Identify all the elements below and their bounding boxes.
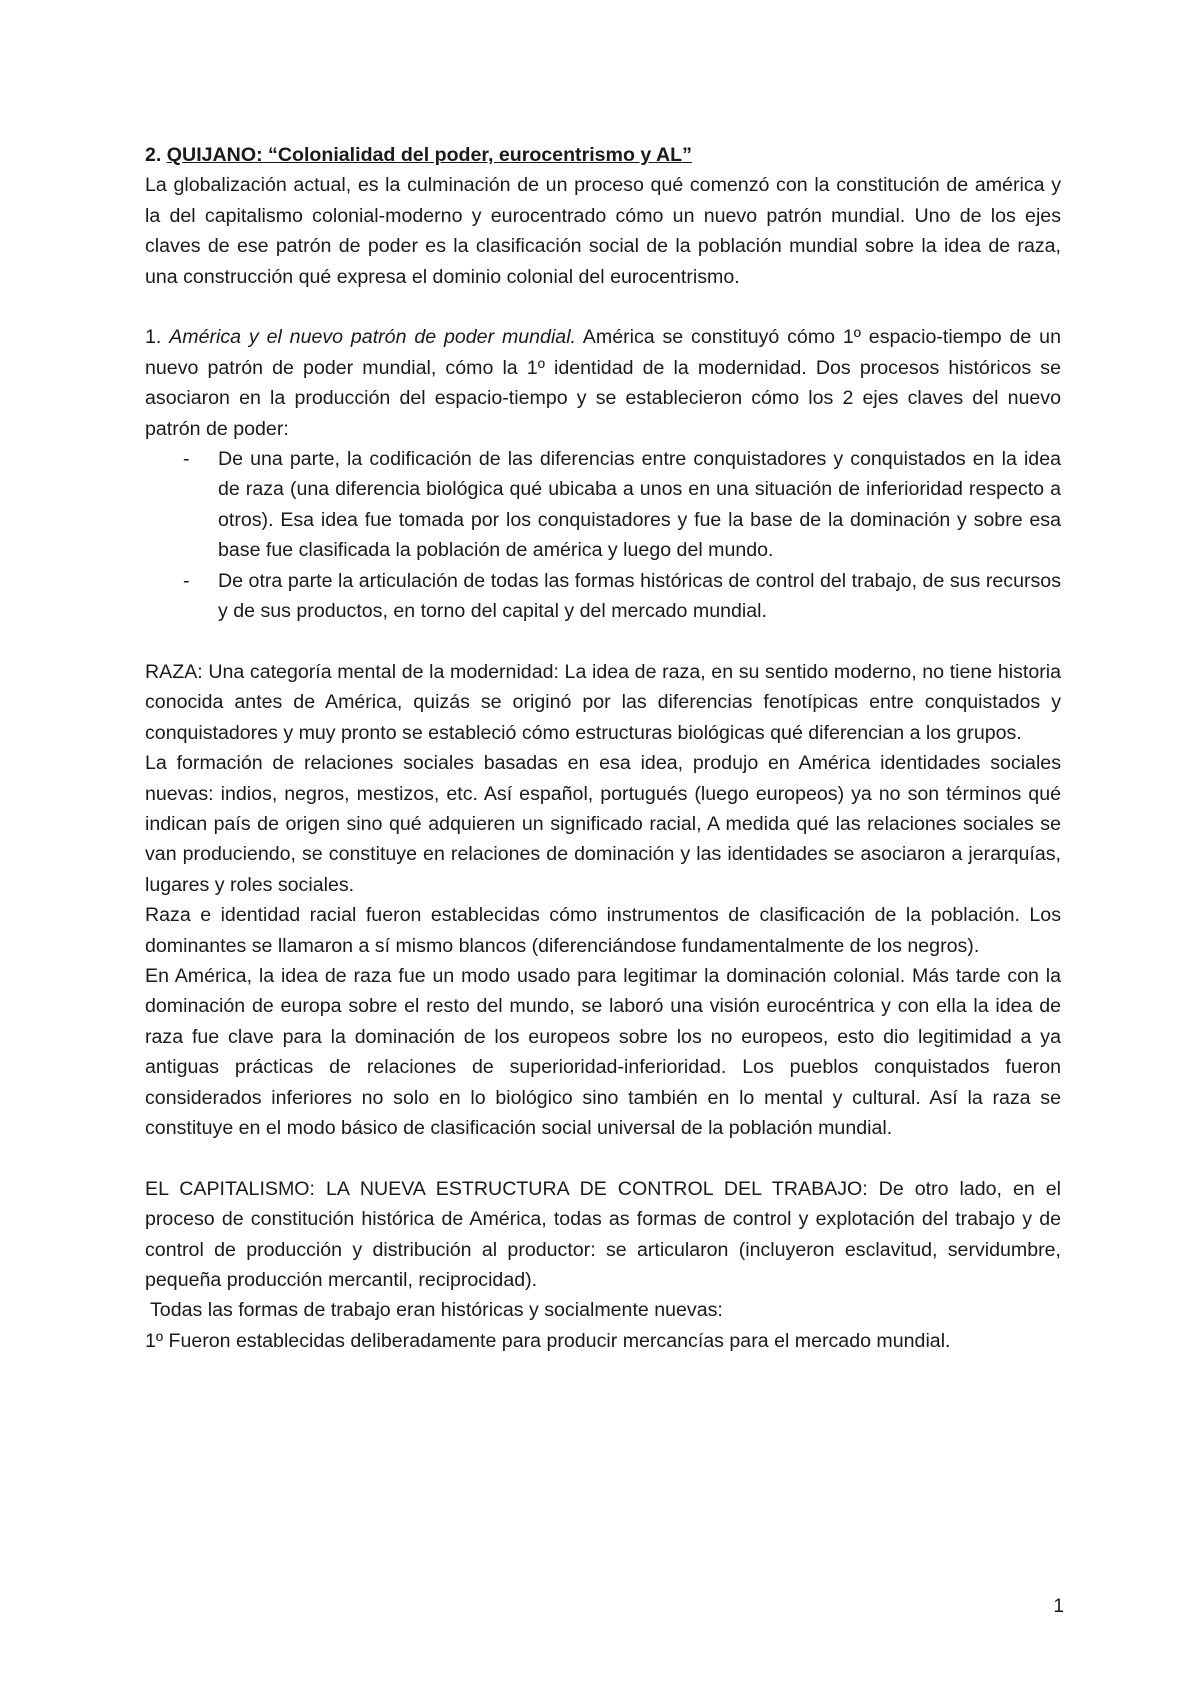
bullet-text: De una parte, la codificación de las diferencias entre conquistadores y conquistados en la idea de raza (una diferencia biológica qué ubicaba a unos en una situación de inferioridad respecto a otros). Esa idea fue tomada por los conquistadores y fue la base de la dominación y sobre esa base fue clasificada la población de américa y luego del mundo. xyxy=(218,448,1061,562)
capitalismo-paragraph-2: Todas las formas de trabajo eran históricas y socialmente nuevas: xyxy=(150,1299,723,1322)
section1-paragraph xyxy=(145,322,1061,444)
list-item xyxy=(145,566,1061,627)
section1-text: América se constituyó cómo 1º espacio-tiempo de un nuevo patrón de poder mundial, cómo la 1º identidad de la modernidad. Dos procesos históricos se asociaron en la producción del espacio-tiempo y se establecieron cómo los 2 ejes claves del nuevo patrón de poder: xyxy=(145,326,1061,440)
section1-bullet-list xyxy=(145,444,1061,626)
spacer xyxy=(145,292,1061,322)
title-number: 2. xyxy=(145,144,162,166)
spacer xyxy=(145,626,1061,656)
page-number: 1 xyxy=(1053,1596,1064,1617)
section1-heading: América y el nuevo patrón de poder mundial. xyxy=(169,326,577,349)
raza-paragraph-4: En América, la idea de raza fue un modo usado para legitimar la dominación colonial. Más tarde con la dominación de europa sobre el resto del mundo, se laboró una visión eurocéntrica y con ella la idea de raza fue clave para la dominación de los europeos sobre los no europeos, esto dio legitimidad a ya antiguas prácticas de relaciones de superioridad-inferioridad. Los pueblos conquistados fueron considerados inferiores no solo en lo biológico sino también en lo mental y cultural. Así la raza se constituye en el modo básico de clasificación social universal de la población mundial. xyxy=(145,964,1061,1139)
raza-paragraph-3: Raza e identidad racial fueron establecidas cómo instrumentos de clasificación de la población. Los dominantes se llamaron a sí mismo blancos (diferenciándose fundamentalmente de los negros). xyxy=(145,904,1061,957)
intro-paragraph: La globalización actual, es la culminación de un proceso qué comenzó con la constitución de américa y la del capitalismo colonial-moderno y eurocentrado cómo un nuevo patrón mundial. Uno de los ejes claves de ese patrón de poder es la clasificación social de la población mundial sobre la idea de raza, una construcción qué expresa el dominio colonial del eurocentrismo. xyxy=(145,174,1061,288)
section-title xyxy=(145,140,1061,170)
bullet-text: De otra parte la articulación de todas las formas históricas de control del trabajo, de sus recursos y de sus productos, en torno del capital y del mercado mundial. xyxy=(218,569,1061,623)
bullet-dash: - xyxy=(183,448,190,471)
raza-paragraph-2: La formación de relaciones sociales basadas en esa idea, produjo en América identidades sociales nuevas: indios, negros, mestizos, etc. Así español, portugués (luego europeos) ya no son términos qué indican país de origen sino qué adquieren un significado racial, A medida qué las relaciones sociales se van produciendo, se constituye en relaciones de dominación y las identidades se asociaron a jerarquías, lugares y roles sociales. xyxy=(145,752,1061,896)
spacer xyxy=(145,1143,1061,1173)
list-item xyxy=(145,444,1061,566)
title-text: QUIJANO: “Colonialidad del poder, eurocentrismo y AL” xyxy=(166,144,692,166)
capitalismo-paragraph-1: EL CAPITALISMO: LA NUEVA ESTRUCTURA DE CONTROL DEL TRABAJO: De otro lado, en el proceso de constitución histórica de América, todas as formas de control y explotación del trabajo y de control de producción y distribución al productor: se articularon (incluyeron esclavitud, servidumbre, pequeña producción mercantil, reciprocidad). xyxy=(145,1177,1061,1291)
capitalismo-paragraph-3: 1º Fueron establecidas deliberadamente para producir mercancías para el mercado mundial. xyxy=(145,1329,951,1352)
raza-paragraph-1: RAZA: Una categoría mental de la modernidad: La idea de raza, en su sentido moderno, no tiene historia conocida antes de América, quizás se originó por las diferencias fenotípicas entre conquistados y conquistadores y muy pronto se estableció cómo estructuras biológicas qué diferencian a los grupos. xyxy=(145,660,1061,744)
bullet-dash: - xyxy=(183,569,190,592)
document-body xyxy=(145,140,1061,1356)
section1-number: 1. xyxy=(145,326,162,349)
